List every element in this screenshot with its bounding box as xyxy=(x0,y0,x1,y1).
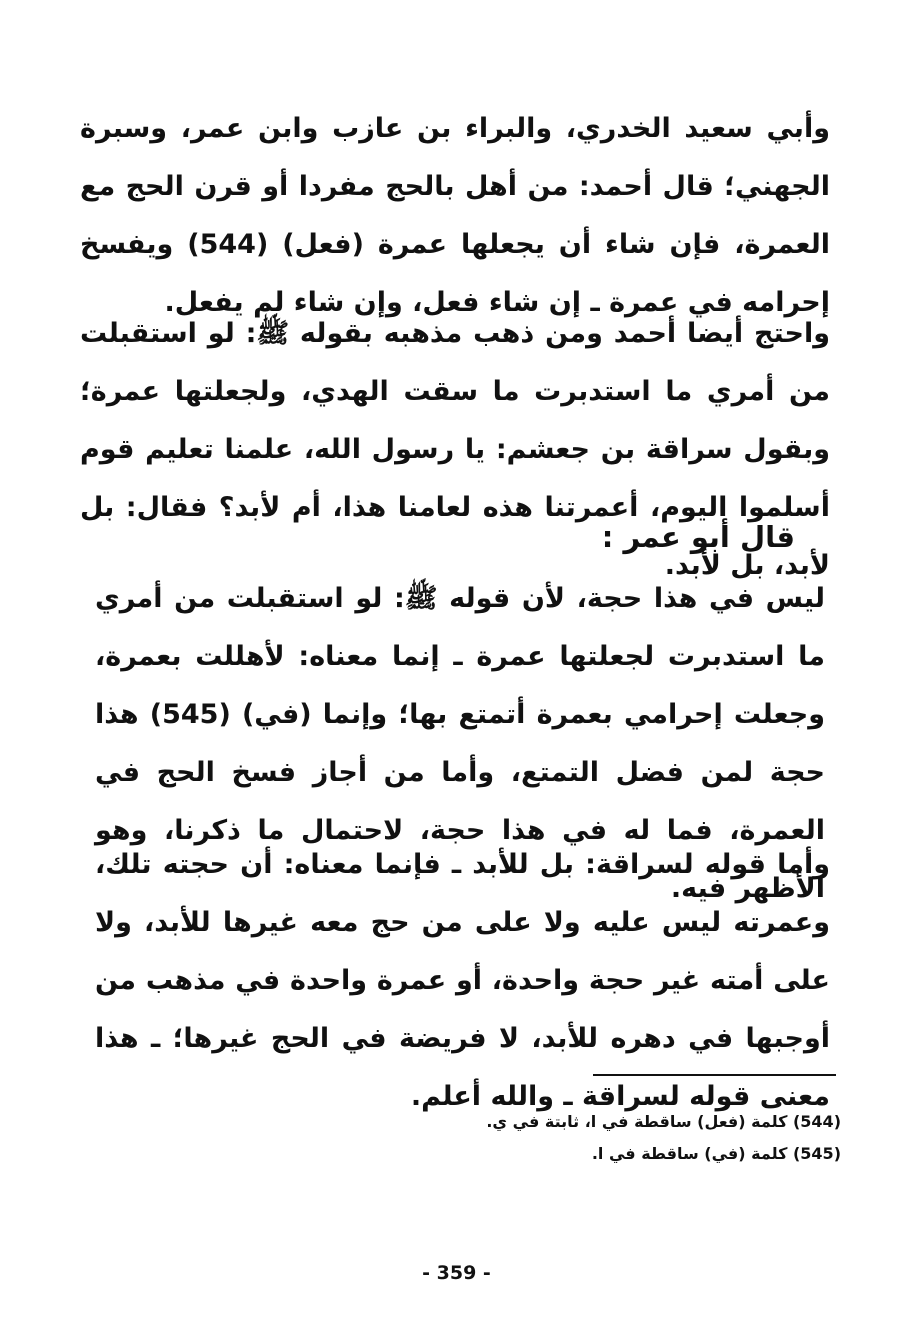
footnotes xyxy=(421,1106,841,1170)
page-number: - 359 - xyxy=(422,1262,491,1284)
paragraph-abu-umar-response: ليس في هذا حجة، لأن قوله ﷺ: لو استقبلت من أمري ما استدبرت لجعلتها عمرة ـ إنما معناه: لأهللت بعمرة، وجعلت إحرامي بعمرة أتمتع بها؛ وإنما (في) (545) هذا حجة لمن فضل التمتع، وأما من أجاز فسخ الحج في العمرة، فما له في هذا حجة، لاحتمال ما ذكرنا، وهو الأظهر فيه. xyxy=(95,583,825,904)
footnote-544: (544) كلمة (فعل) ساقطة في ا، ثابتة في ي. xyxy=(486,1112,841,1131)
footnote-545: (545) كلمة (في) ساقطة في ا. xyxy=(591,1144,841,1163)
footnote-divider xyxy=(593,1074,836,1076)
paragraph-ahmad-opinion: وأبي سعيد الخدري، والبراء بن عازب وابن عمر، وسبرة الجهني؛ قال أحمد: من أهل بالحج مفردا أو قرن الحج مع العمرة، فإن شاء أن يجعلها عمرة (فعل) (544) ويفسخ إحرامه في عمرة ـ إن شاء فعل، وإن شاء لم يفعل. xyxy=(80,113,830,318)
paragraph-ahmad-evidence: واحتج أيضا أحمد ومن ذهب مذهبه بقوله ﷺ: لو استقبلت من أمري ما استدبرت ما سقت الهدي، ولجعلتها عمرة؛ وبقول سراقة بن جعشم: يا رسول الله، علمنا تعليم قوم أسلموا اليوم، أعمرتنا هذه لعامنا هذا، أم لأبد؟ فقال: بل لأبد، بل لأبد. xyxy=(80,318,830,581)
section-heading: قال أبو عمر : xyxy=(601,520,795,554)
paragraph-suraqa-explanation: وأما قوله لسراقة: بل للأبد ـ فإنما معناه: أن حجته تلك، وعمرته ليس عليه ولا على من حج معه غيرها للأبد، ولا على أمته غير حجة واحدة، أو عمرة واحدة في مذهب من أوجبها في دهره للأبد، لا فريضة في الحج غيرها؛ ـ هذا معنى قوله لسراقة ـ والله أعلم. xyxy=(95,849,830,1112)
